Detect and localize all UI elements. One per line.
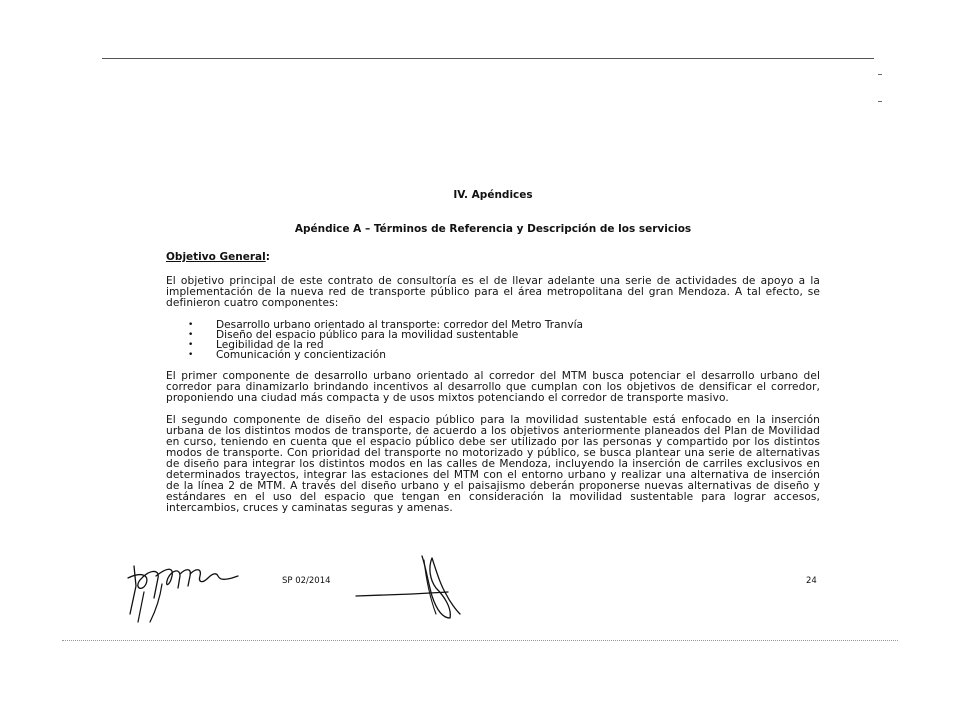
objective-label: Objetivo General <box>166 251 266 263</box>
objective-colon: : <box>265 251 270 263</box>
bullet-icon: • <box>188 350 194 360</box>
page-number: 24 <box>806 576 817 586</box>
scan-mark <box>878 101 882 102</box>
paragraph-first-component: El primer componente de desarrollo urbano orientado al corredor del MTM busca potenciar el desarrollo urbano del corredor para dinamizarlo brindando incentivos al desarrollo que cumplan con los objetivos de densificar el corredor, proponiendo una ciudad más compacta y de usos mixtos potenciando el corredor de transporte masivo. <box>166 370 820 404</box>
document-body <box>166 188 820 514</box>
bullet-icon: • <box>188 330 194 340</box>
list-item-text: Comunicación y concientización <box>216 349 386 361</box>
list-item-text: Legibilidad de la red <box>216 339 324 351</box>
signature-right <box>352 548 482 628</box>
document-code: SP 02/2014 <box>282 576 331 586</box>
bullet-icon: • <box>188 320 194 330</box>
footer-rule <box>62 640 898 641</box>
paragraph-objective: El objetivo principal de este contrato de consultoría es el de llevar adelante una serie de actividades de apoyo a la implementación de la nueva red de transporte público para el área metropolitana del gran Mendoza. A tal efecto, se definieron cuatro componentes: <box>166 275 820 309</box>
section-title: IV. Apéndices <box>453 189 533 201</box>
components-list <box>166 320 820 360</box>
bullet-icon: • <box>188 340 194 350</box>
list-item-text: Diseño del espacio público para la movilidad sustentable <box>216 329 519 341</box>
list-item <box>166 350 820 360</box>
header-rule <box>102 58 874 59</box>
paragraph-second-component: El segundo componente de diseño del espacio público para la movilidad sustentable está enfocado en la inserción urbana de los distintos modos de transporte, de acuerdo a los objetivos anteriormente planeados del Plan de Movilidad en curso, teniendo en cuenta que el espacio público debe ser utilizado por las personas y compartido por los distintos modos de transporte. Con prioridad del transporte no motorizado y público, se busca plantear una serie de alternativas de diseño para integrar los distintos modos en las calles de Mendoza, incluyendo la inserción de carriles exclusivos en determinados trayectos, integrar las estaciones del MTM con el entorno urbano y realizar una alternativa de inserción de la línea 2 de MTM. A través del diseño urbano y el paisajismo deberán proponerse nuevas alternativas de diseño y estándares en el uso del espacio que tengan en consideración la movilidad sustentable para lograr accesos, intercambios, cruces y caminatas seguras y amenas. <box>166 414 820 514</box>
appendix-title: Apéndice A – Términos de Referencia y Descripción de los servicios <box>294 223 692 235</box>
scan-mark <box>878 74 882 75</box>
objective-heading <box>166 250 820 264</box>
list-item-text: Desarrollo urbano orientado al transporte: corredor del Metro Tranvía <box>216 319 584 331</box>
signature-left <box>120 548 260 628</box>
